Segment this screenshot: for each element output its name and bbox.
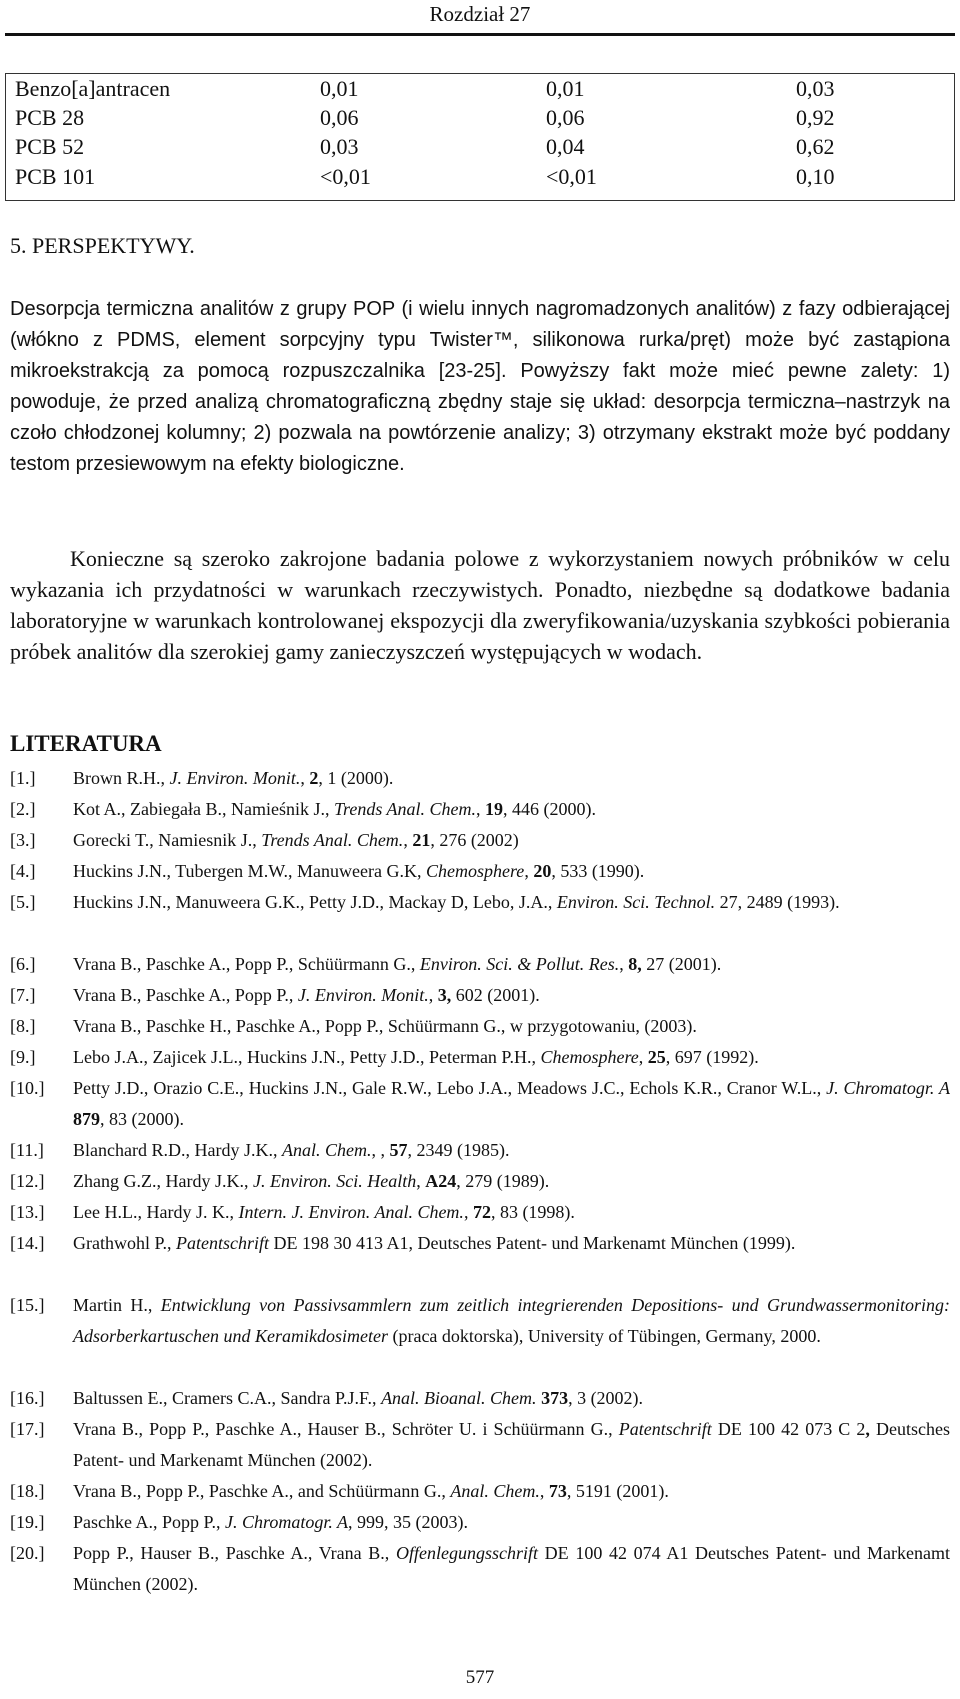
- table-cell: 0,03: [320, 134, 359, 159]
- table-row: [6, 132, 954, 162]
- table-cell: 0,01: [320, 76, 359, 101]
- reference-text-part: Vrana B., Popp P., Paschke A., Hauser B., Schröter U. i Schüürmann G.,: [73, 1419, 619, 1439]
- table-cell: 0,04: [546, 134, 585, 159]
- reference-text-part: ,: [865, 1419, 870, 1439]
- reference-text-part: Vrana B., Popp P., Paschke A., and Schüürmann G.,: [73, 1481, 451, 1501]
- reference-text-part: ,: [524, 861, 534, 881]
- reference-text-part: DE 100 42 073 C 2: [711, 1419, 866, 1439]
- reference-number: [20.]: [10, 1543, 45, 1563]
- reference-text: [73, 1073, 950, 1135]
- reference-text: [73, 1414, 950, 1476]
- reference-text-part: , 446 (2000).: [502, 799, 596, 819]
- reference-item: [10, 1476, 950, 1507]
- section-heading: 5. PERSPEKTYWY.: [10, 233, 195, 258]
- running-header: Rozdział 27: [429, 2, 531, 26]
- table-cell: 0,62: [796, 134, 835, 159]
- reference-text-part: J. Chromatogr. A: [225, 1512, 349, 1532]
- reference-text-part: 27 (2001).: [641, 954, 722, 974]
- reference-text-part: , 533 (1990).: [551, 861, 645, 881]
- reference-number: [6.]: [10, 954, 36, 974]
- reference-text-part: Intern. J. Environ. Anal. Chem.: [238, 1202, 464, 1222]
- reference-number: [19.]: [10, 1512, 45, 1532]
- table-cell: 0,03: [796, 76, 835, 101]
- reference-text-part: , 83 (2000).: [100, 1109, 184, 1129]
- table-cell: 0,06: [320, 105, 359, 130]
- table-row: [6, 103, 954, 133]
- reference-text: [73, 1135, 950, 1166]
- reference-number: [5.]: [10, 892, 36, 912]
- reference-text-part: 602 (2001).: [451, 985, 540, 1005]
- reference-text-part: 27, 2489 (1993).: [719, 892, 840, 912]
- table-cell: 0,01: [546, 76, 585, 101]
- reference-text-part: ,: [475, 799, 485, 819]
- reference-text-part: J. Environ. Monit.: [169, 768, 301, 788]
- reference-text-part: Anal. Chem.: [450, 1481, 540, 1501]
- reference-number: [10.]: [10, 1078, 45, 1098]
- reference-number: [7.]: [10, 985, 36, 1005]
- reference-text-part: Environ. Sci. Technol.: [556, 892, 716, 912]
- reference-text-part: ,: [416, 1171, 426, 1191]
- reference-text-part: Trends Anal. Chem.: [333, 799, 476, 819]
- reference-text-part: Baltussen E., Cramers C.A., Sandra P.J.F.,: [73, 1388, 382, 1408]
- reference-text: [73, 1228, 950, 1259]
- reference-text: [73, 1166, 950, 1197]
- literature-heading: LITERATURA: [10, 731, 162, 756]
- reference-number: [12.]: [10, 1171, 45, 1191]
- reference-text-part: Kot A., Zabiegała B., Namieśnik J.,: [73, 799, 334, 819]
- reference-text-part: Vrana B., Paschke A., Popp P., Schüürmann G.,: [73, 954, 420, 974]
- reference-number: [15.]: [10, 1295, 45, 1315]
- reference-number: [2.]: [10, 799, 36, 819]
- reference-text-part: , 5191 (2001).: [566, 1481, 669, 1501]
- reference-text-part: , ,: [371, 1140, 390, 1160]
- reference-text-part: Huckins J.N., Manuweera G.K., Petty J.D., Mackay D, Lebo, J.A.,: [73, 892, 557, 912]
- reference-text-part: , 999, 35 (2003).: [348, 1512, 469, 1532]
- reference-number: [14.]: [10, 1233, 45, 1253]
- reference-text-part: , 3 (2002).: [568, 1388, 644, 1408]
- reference-text-part: Offenlegungsschrift: [395, 1543, 538, 1563]
- reference-number: [1.]: [10, 768, 36, 788]
- reference-text-part: 21: [412, 830, 431, 850]
- reference-text-part: Petty J.D., Orazio C.E., Huckins J.N., Gale R.W., Lebo J.A., Meadows J.C., Echols K.R., Cranor W.L.,: [73, 1078, 827, 1098]
- reference-item: [10, 1073, 950, 1135]
- reference-text-part: 8,: [628, 954, 642, 974]
- reference-text-part: Anal. Chem.: [281, 1140, 372, 1160]
- reference-text-part: DE 198 30 413 A1, Deutsches Patent- und Markenamt München (1999).: [269, 1233, 796, 1253]
- reference-text: [73, 825, 950, 856]
- reference-item: [10, 980, 950, 1011]
- reference-number: [17.]: [10, 1419, 45, 1439]
- reference-text-part: 57: [389, 1140, 408, 1160]
- table-cell: Benzo[a]antracen: [15, 76, 171, 101]
- table-row: [6, 162, 954, 192]
- reference-item: [10, 1414, 950, 1476]
- reference-text-part: Zhang G.Z., Hardy J.K.,: [73, 1171, 253, 1191]
- reference-text-part: 73: [548, 1481, 567, 1501]
- reference-text-part: , 2349 (1985).: [407, 1140, 510, 1160]
- reference-text: [73, 1538, 950, 1600]
- reference-text-part: (praca doktorska), University of Tübingen, Germany, 2000.: [387, 1326, 821, 1346]
- reference-text-part: Huckins J.N., Tubergen M.W., Manuweera G.K,: [73, 861, 426, 881]
- reference-item: [10, 825, 950, 856]
- reference-text-part: Vrana B., Paschke H., Paschke A., Popp P., Schüürmann G., w przygotowaniu, (2003).: [73, 1016, 697, 1036]
- reference-text-part: ,: [428, 985, 438, 1005]
- reference-text: [73, 980, 950, 1011]
- reference-item: [10, 794, 950, 825]
- reference-text: [73, 1507, 950, 1538]
- reference-item: [10, 1228, 950, 1259]
- reference-text-part: Environ. Sci. & Pollut. Res.: [419, 954, 620, 974]
- reference-text-part: Vrana B., Paschke A., Popp P.,: [73, 985, 298, 1005]
- reference-text-part: Lee H.L., Hardy J. K.,: [73, 1202, 239, 1222]
- reference-item: [10, 1042, 950, 1073]
- reference-text-part: Chemosphere: [540, 1047, 639, 1067]
- reference-text-part: Popp P., Hauser B., Paschke A., Vrana B.,: [73, 1543, 396, 1563]
- reference-text-part: ,: [463, 1202, 473, 1222]
- reference-item: [10, 1011, 950, 1042]
- reference-item: [10, 1197, 950, 1228]
- reference-text-part: Brown R.H.,: [73, 768, 170, 788]
- reference-number: [4.]: [10, 861, 36, 881]
- reference-text-part: J. Environ. Monit.: [297, 985, 429, 1005]
- reference-text: [73, 1011, 950, 1042]
- table-row: [6, 74, 954, 104]
- header-rule: [5, 33, 955, 36]
- reference-text-part: , 276 (2002): [430, 830, 519, 850]
- reference-number: [3.]: [10, 830, 36, 850]
- reference-text-part: , 83 (1998).: [490, 1202, 575, 1222]
- reference-text-part: 20: [533, 861, 552, 881]
- reference-item: [10, 1507, 950, 1538]
- table-cell: <0,01: [546, 164, 597, 189]
- reference-item: [10, 1383, 950, 1414]
- reference-text: [73, 1476, 950, 1507]
- page-number: 577: [465, 1667, 495, 1688]
- reference-item: [10, 887, 950, 918]
- reference-text-part: Grathwohl P.,: [73, 1233, 176, 1253]
- reference-text-part: Blanchard R.D., Hardy J.K.,: [73, 1140, 282, 1160]
- reference-text-part: ,: [300, 768, 310, 788]
- reference-text-part: ,: [619, 954, 629, 974]
- reference-text-part: 373: [541, 1388, 569, 1408]
- table-cell: <0,01: [320, 164, 371, 189]
- reference-text: [73, 763, 950, 794]
- reference-text-part: 3,: [437, 985, 452, 1005]
- table-cell: 0,10: [796, 164, 835, 189]
- reference-text: [73, 856, 950, 887]
- reference-item: [10, 856, 950, 887]
- reference-text: [73, 1383, 950, 1414]
- reference-text-part: Deutsches Patent- und Markenamt München (2002).: [73, 1419, 951, 1470]
- reference-item: [10, 1166, 950, 1197]
- reference-text-part: Entwicklung von Passivsammlern zum zeitlich integrierenden Depositions- und Grundwassermonitoring: Adsorberkartuschen und Keramikdosimeter: [73, 1295, 950, 1346]
- reference-text-part: , 279 (1989).: [456, 1171, 550, 1191]
- reference-text-part: Patentschrift: [618, 1419, 712, 1439]
- reference-item: [10, 1538, 950, 1600]
- reference-text-part: A24: [425, 1171, 457, 1191]
- reference-text-part: J. Environ. Sci. Health: [252, 1171, 417, 1191]
- reference-text-part: Gorecki T., Namiesnik J.,: [73, 830, 262, 850]
- reference-text-part: , 697 (1992).: [665, 1047, 759, 1067]
- reference-number: [18.]: [10, 1481, 45, 1501]
- reference-text-part: 19: [484, 799, 503, 819]
- reference-text-part: Anal. Bioanal. Chem.: [381, 1388, 537, 1408]
- reference-text: [73, 1042, 950, 1073]
- reference-text: [73, 1197, 950, 1228]
- reference-item: [10, 1135, 950, 1166]
- reference-text-part: 25: [647, 1047, 666, 1067]
- reference-text-part: Chemosphere: [425, 861, 525, 881]
- reference-number: [16.]: [10, 1388, 45, 1408]
- reference-item: [10, 763, 950, 794]
- table-cell: PCB 52: [15, 134, 85, 159]
- reference-text-part: 72: [472, 1202, 491, 1222]
- reference-text-part: Paschke A., Popp P.,: [73, 1512, 226, 1532]
- table-cell: PCB 28: [15, 105, 85, 130]
- data-table: [5, 73, 955, 201]
- reference-number: [9.]: [10, 1047, 36, 1067]
- reference-text-part: 879: [73, 1109, 100, 1129]
- reference-text: [73, 887, 950, 918]
- reference-text-part: 2: [309, 768, 319, 788]
- reference-text: [73, 794, 950, 825]
- reference-item: [10, 1290, 950, 1352]
- table-cell: 0,92: [796, 105, 835, 130]
- paragraph-perspectives: Konieczne są szeroko zakrojone badania polowe z wykorzystaniem nowych próbników w celu wykazania ich przydatności w warunkach rzeczywistych. Ponadto, niezbędne są dodatkowe badania laboratoryjne w warunkach kontrolowanej ekspozycji dla zweryfikowania/uzyskania szybkości pobierania próbek analitów dla szerokiej gamy zanieczyszczeń występujących w wodach.: [10, 546, 950, 664]
- reference-text-part: Trends Anal. Chem.: [261, 830, 404, 850]
- reference-text-part: Patentschrift: [176, 1233, 269, 1253]
- table-cell: PCB 101: [15, 164, 96, 189]
- reference-text-part: Lebo J.A., Zajicek J.L., Huckins J.N., Petty J.D., Peterman P.H.,: [73, 1047, 541, 1067]
- reference-text-part: ,: [638, 1047, 648, 1067]
- reference-text-part: J. Chromatogr. A: [826, 1078, 950, 1098]
- reference-text-part: DE 100 42 074 A1 Deutsches Patent- und Markenamt München (2002).: [73, 1543, 950, 1594]
- reference-number: [11.]: [10, 1140, 44, 1160]
- reference-number: [8.]: [10, 1016, 36, 1036]
- reference-text: [73, 949, 950, 980]
- reference-text: [73, 1290, 950, 1352]
- reference-text-part: Martin H.,: [73, 1295, 161, 1315]
- paragraph-desorption: Desorpcja termiczna analitów z grupy POP (i wielu innych nagromadzonych analitów) z fazy odbierającej (włókno z PDMS, element sorpcyjny typu Twister™, silikonowa rurka/pręt) może być zastąpiona mikroekstrakcją za pomocą rozpuszczalnika [23-25]. Powyższy fakt może mieć pewne zalety: 1) powoduje, że przed analizą chromatograficzną zbędny staje się układ: desorpcja termiczna–nastrzyk na czoło chłodzonej kolumny; 2) pozwala na powtórzenie analizy; 3) otrzymany ekstrakt może być poddany testom przesiewowym na efekty biologiczne.: [10, 298, 950, 475]
- reference-number: [13.]: [10, 1202, 45, 1222]
- reference-item: [10, 949, 950, 980]
- reference-text-part: ,: [539, 1481, 549, 1501]
- table-cell: 0,06: [546, 105, 585, 130]
- reference-text-part: ,: [403, 830, 413, 850]
- reference-text-part: , 1 (2000).: [318, 768, 394, 788]
